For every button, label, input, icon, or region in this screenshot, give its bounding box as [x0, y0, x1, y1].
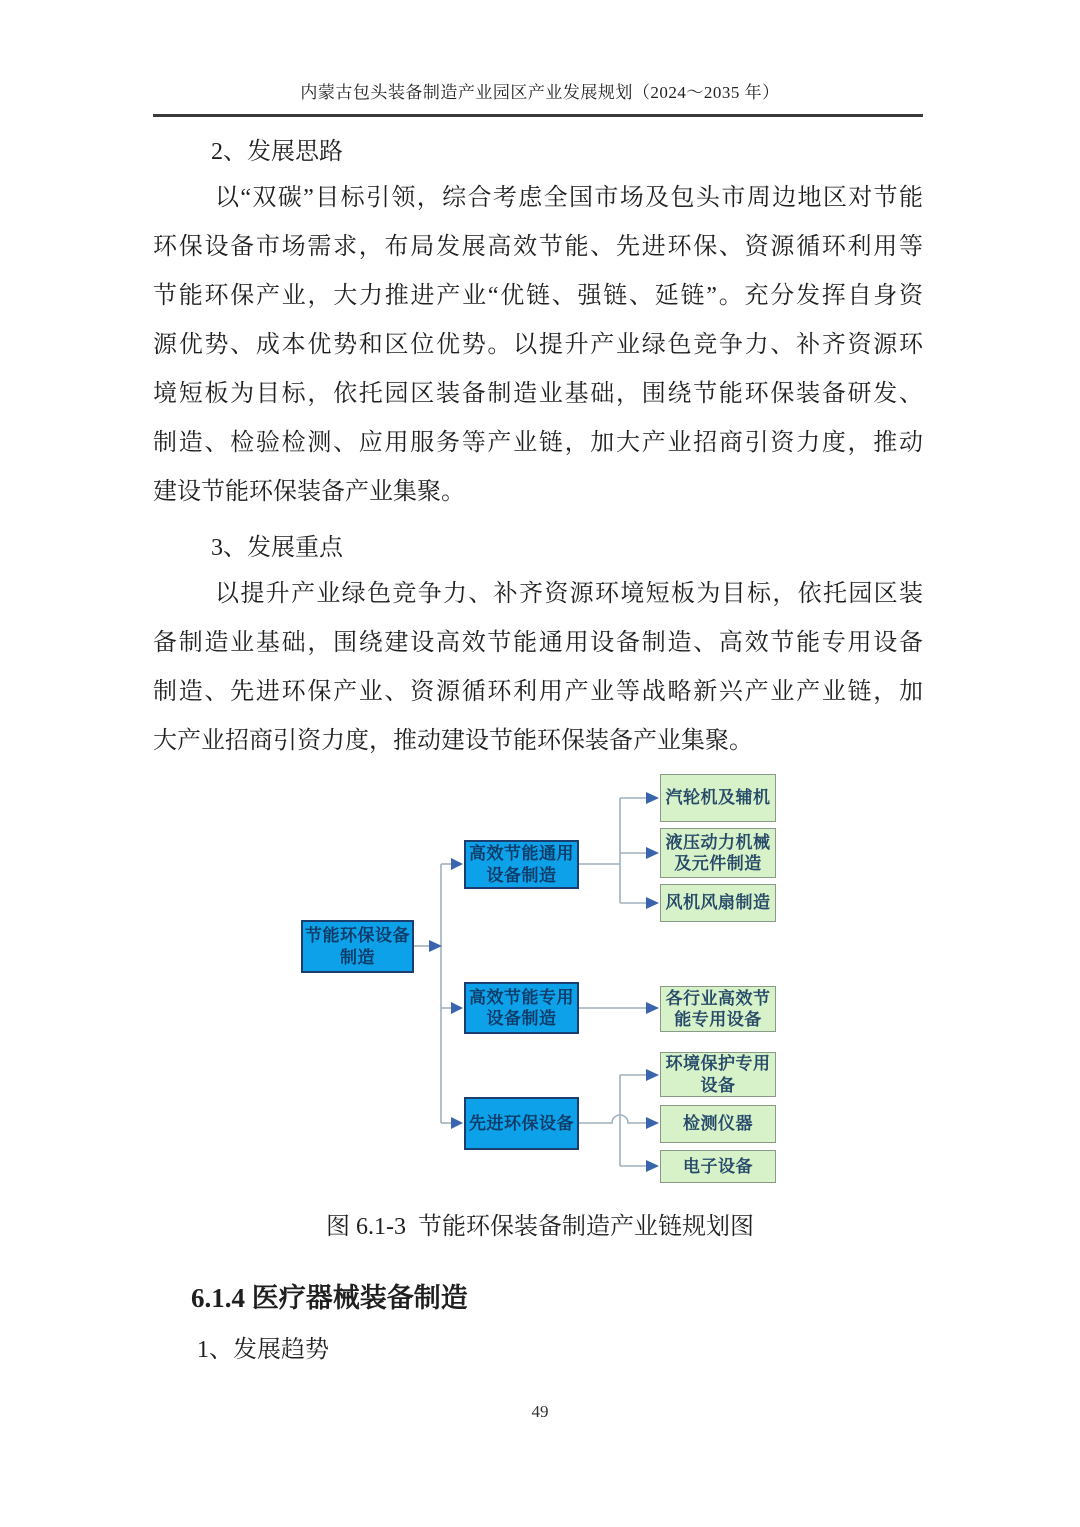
- subsection-title-development-ideas: 2、发展思路: [211, 139, 343, 165]
- page-number: 49: [531, 1402, 549, 1421]
- text-line: 备制造业基础，围绕建设高效节能通用设备制造、高效节能专用设备: [153, 630, 923, 656]
- header-rule: [153, 114, 923, 117]
- text-line: 大产业招商引资力度，推动建设节能环保装备产业集聚。: [153, 728, 753, 754]
- text-line: 制造、检验检测、应用服务等产业链，加大产业招商引资力度，推动: [153, 430, 923, 456]
- flowchart-branch-node-special-energy-saving: 高效节能专用设备制造: [464, 982, 579, 1034]
- flowchart-leaf-node-testing-instruments: 检测仪器: [660, 1105, 776, 1143]
- text-line: 建设节能环保装备产业集聚。: [153, 479, 465, 505]
- flowchart-leaf-node-environmental-protection-equipment: 环境保护专用设备: [660, 1052, 776, 1097]
- paragraph-development-focus: [153, 570, 923, 766]
- page-header-title: 内蒙古包头装备制造产业园区产业发展规划（2024～2035 年）: [300, 83, 780, 102]
- text-line: 以“双碳”目标引领，综合考虑全国市场及包头市周边地区对节能: [215, 185, 923, 211]
- text-line: 环保设备市场需求，布局发展高效节能、先进环保、资源循环利用等: [153, 234, 923, 260]
- text-line: 源优势、成本优势和区位优势。以提升产业绿色竞争力、补齐资源环: [153, 332, 923, 358]
- paragraph-development-ideas: [153, 174, 923, 517]
- flowchart-branch-node-advanced-environmental: 先进环保设备: [464, 1097, 579, 1150]
- text-line: 以提升产业绿色竞争力、补齐资源环境短板为目标，依托园区装: [215, 581, 923, 607]
- flowchart-leaf-node-hydraulic-machinery: 液压动力机械及元件制造: [660, 828, 776, 878]
- flowchart-industry-chain: [0, 762, 1080, 1194]
- figure-caption: 图 6.1-3 节能环保装备制造产业链规划图: [326, 1214, 754, 1240]
- flowchart-leaf-node-electronic-equipment: 电子设备: [660, 1150, 776, 1183]
- flowchart-leaf-node-industry-special-equipment: 各行业高效节能专用设备: [660, 986, 776, 1032]
- text-line: 节能环保产业，大力推进产业“优链、强链、延链”。充分发挥自身资: [153, 283, 923, 309]
- flowchart-branch-node-general-energy-saving: 高效节能通用设备制造: [464, 840, 579, 889]
- flowchart-leaf-node-turbines: 汽轮机及辅机: [660, 774, 776, 822]
- flowchart-leaf-node-fans: 风机风扇制造: [660, 884, 776, 922]
- subsection-title-development-focus: 3、发展重点: [211, 535, 343, 561]
- subsection-title-development-trend: 1、发展趋势: [197, 1337, 329, 1363]
- text-line: 境短板为目标，依托园区装备制造业基础，围绕节能环保装备研发、: [153, 381, 923, 407]
- flowchart-root-node: 节能环保设备制造: [301, 920, 414, 973]
- section-heading-614: 6.1.4 医疗器械装备制造: [191, 1283, 468, 1313]
- text-line: 制造、先进环保产业、资源循环利用产业等战略新兴产业产业链，加: [153, 679, 923, 705]
